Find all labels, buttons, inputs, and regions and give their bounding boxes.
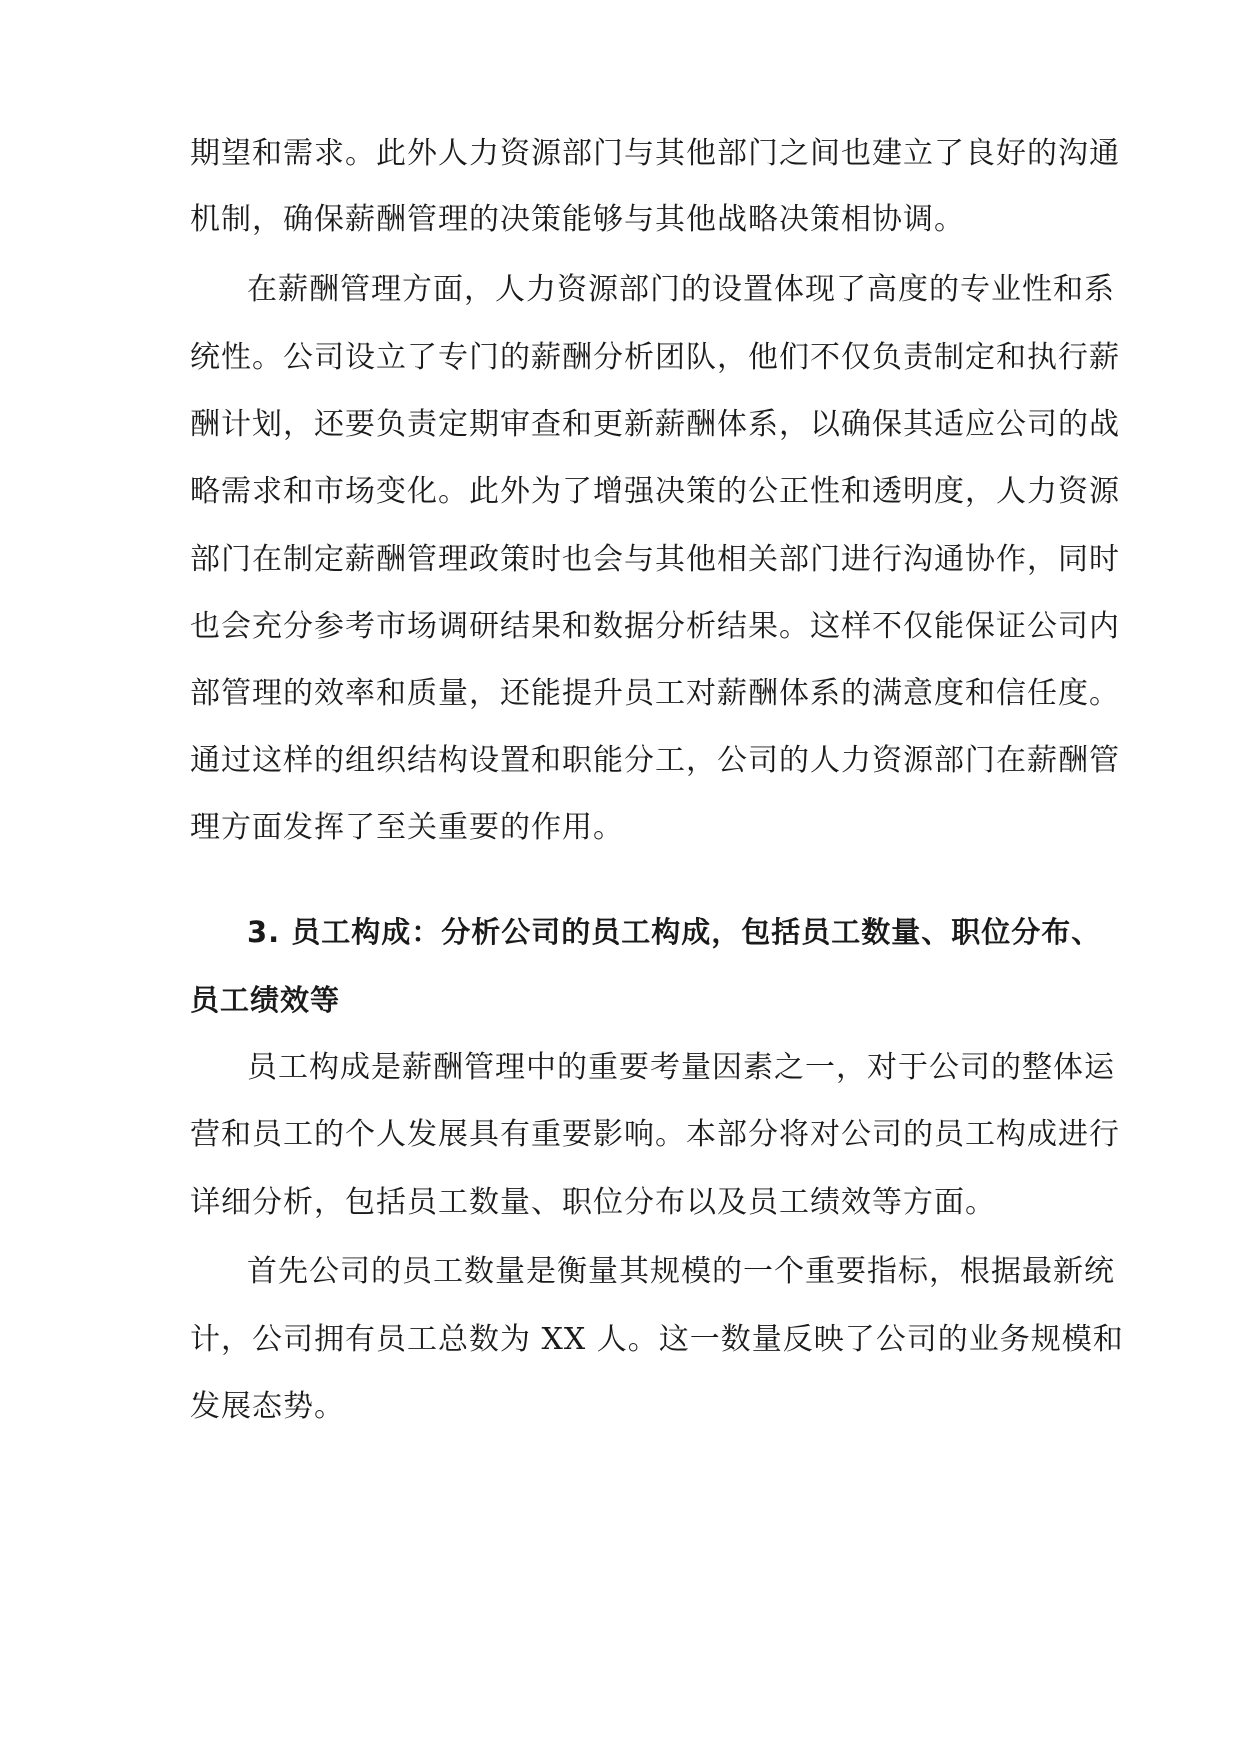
paragraph-line: 详细分析，包括员工数量、职位分布以及员工绩效等方面。 [190, 1185, 996, 1220]
paragraph-line: 员工构成是薪酬管理中的重要考量因素之一，对于公司的整体运 [247, 1050, 1115, 1085]
paragraph-line: 首先公司的员工数量是衡量其规模的一个重要指标，根据最新统 [247, 1254, 1115, 1289]
paragraph-line: 期望和需求。此外人力资源部门与其他部门之间也建立了良好的沟通 [190, 136, 1120, 171]
paragraph-line: 略需求和市场变化。此外为了增强决策的公正性和透明度，人力资源 [190, 474, 1120, 509]
paragraph-line: 营和员工的个人发展具有重要影响。本部分将对公司的员工构成进行 [190, 1117, 1120, 1152]
paragraph-line: 机制，确保薪酬管理的决策能够与其他战略决策相协调。 [190, 202, 965, 237]
section-heading: 3. 员工构成：分析公司的员工构成，包括员工数量、职位分布、 [247, 915, 1102, 949]
paragraph-line: 在薪酬管理方面，人力资源部门的设置体现了高度的专业性和系 [247, 272, 1115, 307]
paragraph-line: 酬计划，还要负责定期审查和更新薪酬体系，以确保其适应公司的战 [190, 407, 1120, 442]
paragraph-line: 计，公司拥有员工总数为 XX 人。这一数量反映了公司的业务规模和 [190, 1322, 1124, 1357]
paragraph-line: 部管理的效率和质量，还能提升员工对薪酬体系的满意度和信任度。 [190, 676, 1120, 711]
paragraph-line: 通过这样的组织结构设置和职能分工，公司的人力资源部门在薪酬管 [190, 743, 1120, 778]
section-heading: 员工绩效等 [190, 983, 341, 1017]
paragraph-line: 发展态势。 [190, 1389, 345, 1424]
paragraph-line: 统性。公司设立了专门的薪酬分析团队，他们不仅负责制定和执行薪 [190, 340, 1120, 375]
paragraph-line: 也会充分参考市场调研结果和数据分析结果。这样不仅能保证公司内 [190, 609, 1120, 644]
paragraph-line: 部门在制定薪酬管理政策时也会与其他相关部门进行沟通协作，同时 [190, 542, 1120, 577]
paragraph-line: 理方面发挥了至关重要的作用。 [190, 810, 624, 845]
